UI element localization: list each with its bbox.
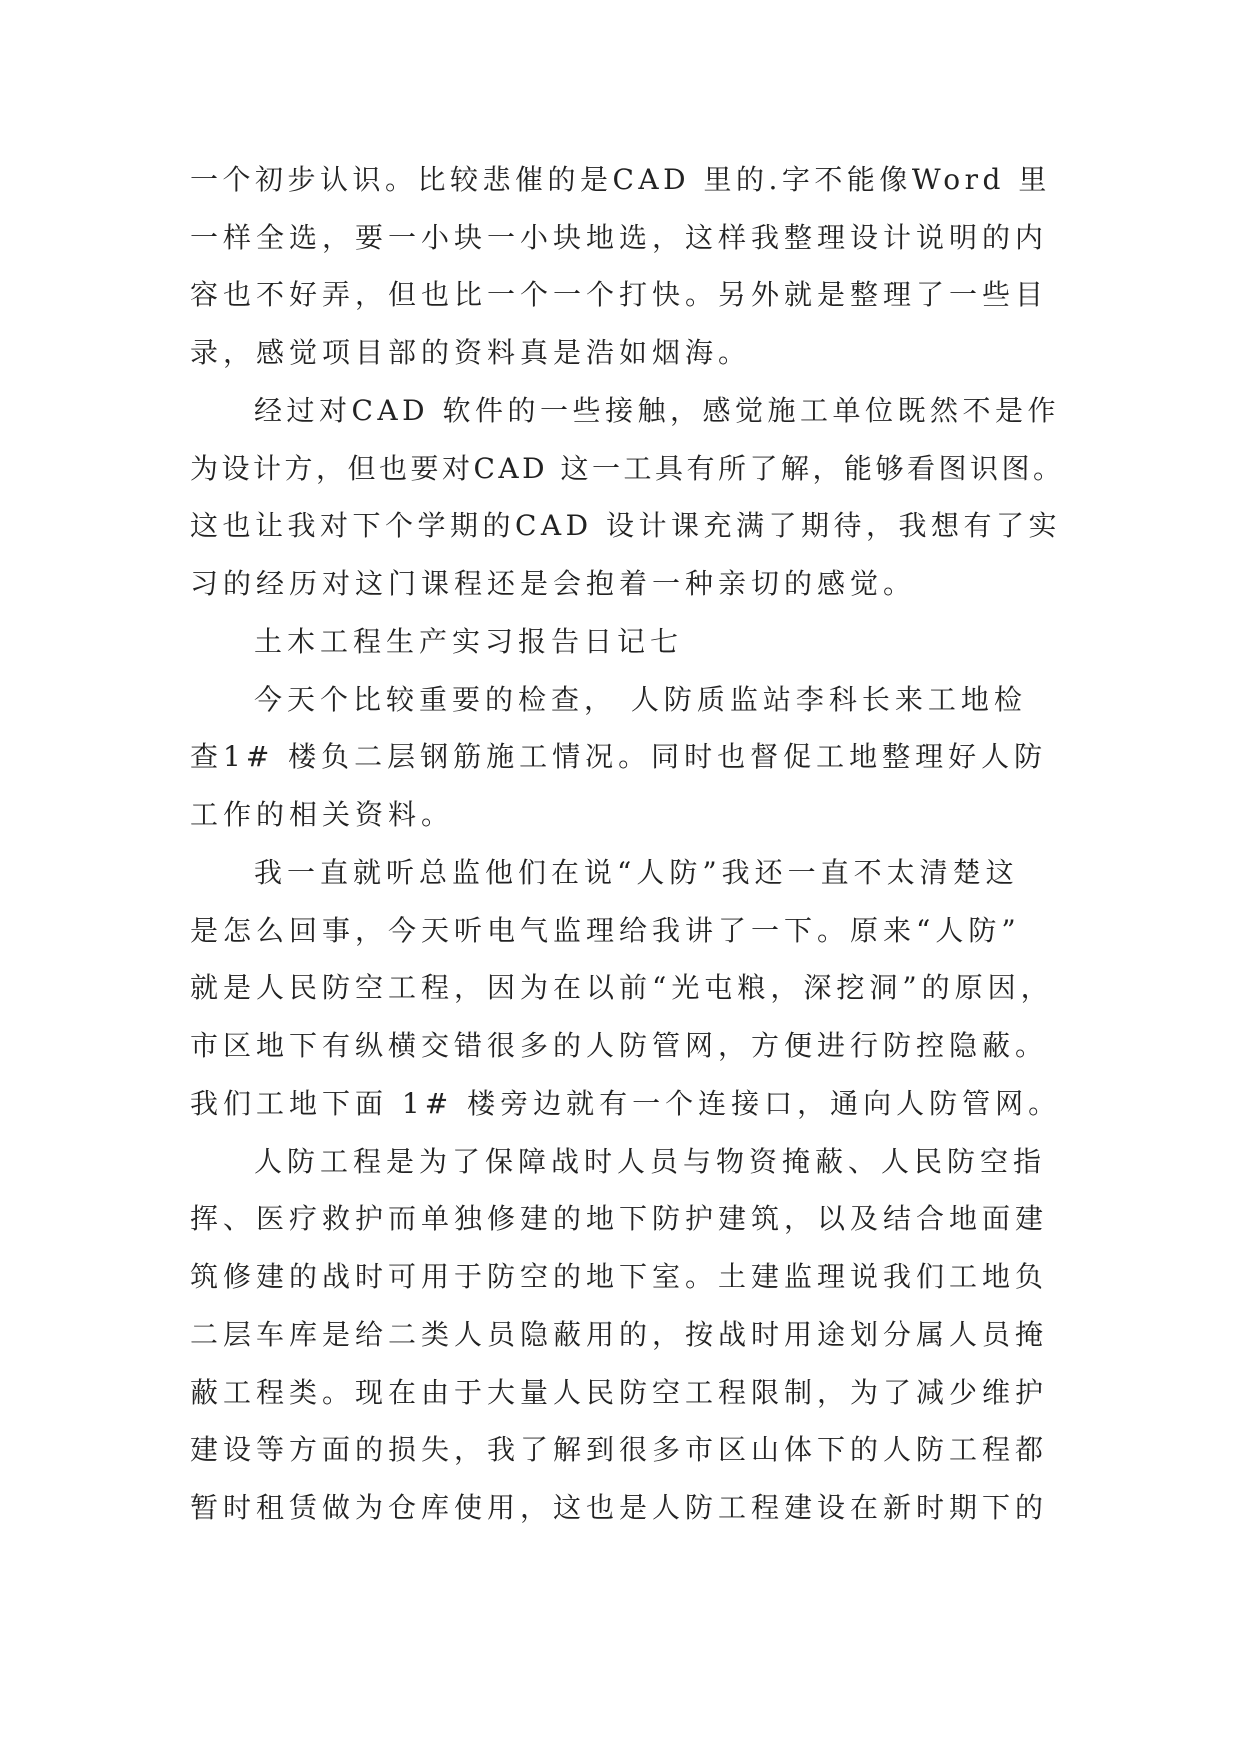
text-line: 容也不好弄，但也比一个一个打快。另外就是整理了一些目 [190,278,1049,311]
text-line: 筑修建的战时可用于防空的地下室。土建监理说我们工地负 [190,1260,1049,1293]
text-line: 查1# 楼负二层钢筋施工情况。同时也督促工地整理好人防 [190,740,1048,773]
text-line: 我们工地下面 1# 楼旁边就有一个连接口，通向人防管网。 [190,1087,1062,1120]
text-line: 这也让我对下个学期的CAD 设计课充满了期待，我想有了实 [190,509,1061,542]
text-line: 工作的相关资料。 [190,798,455,831]
text-line: 挥、医疗救护而单独修建的地下防护建筑，以及结合地面建 [190,1202,1049,1235]
text-line: 是怎么回事，今天听电气监理给我讲了一下。原来“人防” [190,914,1021,947]
paragraph-start-line: 我一直就听总监他们在说“人防”我还一直不太清楚这 [254,856,1019,889]
text-line: 为设计方，但也要对CAD 这一工具有所了解，能够看图识图。 [190,452,1065,485]
text-line: 习的经历对这门课程还是会抱着一种亲切的感觉。 [190,567,917,600]
text-line: 一样全选，要一小块一小块地选，这样我整理设计说明的内 [190,221,1049,254]
text-line: 市区地下有纵横交错很多的人防管网，方便进行防控隐蔽。 [190,1029,1049,1062]
paragraph-start-line: 经过对CAD 软件的一些接触，感觉施工单位既然不是作 [254,394,1060,427]
text-line: 建设等方面的损失，我了解到很多市区山体下的人防工程都 [190,1433,1049,1466]
paragraph-start-line: 人防工程是为了保障战时人员与物资掩蔽、人民防空指 [254,1145,1047,1178]
text-line: 就是人民防空工程，因为在以前“光屯粮，深挖洞”的原因， [190,971,1054,1004]
text-line: 二层车库是给二类人员隐蔽用的，按战时用途划分属人员掩 [190,1318,1049,1351]
text-line: 一个初步认识。比较悲催的是CAD 里的.字不能像Word 里 [190,163,1051,196]
text-line: 录，感觉项目部的资料真是浩如烟海。 [190,336,752,369]
text-line: 暂时租赁做为仓库使用，这也是人防工程建设在新时期下的 [190,1491,1049,1524]
text-line: 蔽工程类。现在由于大量人民防空工程限制，为了减少维护 [190,1376,1049,1409]
paragraph-start-line: 今天个比较重要的检查， 人防质监站李科长来工地检 [254,683,1027,716]
section-heading: 土木工程生产实习报告日记七 [254,625,684,658]
